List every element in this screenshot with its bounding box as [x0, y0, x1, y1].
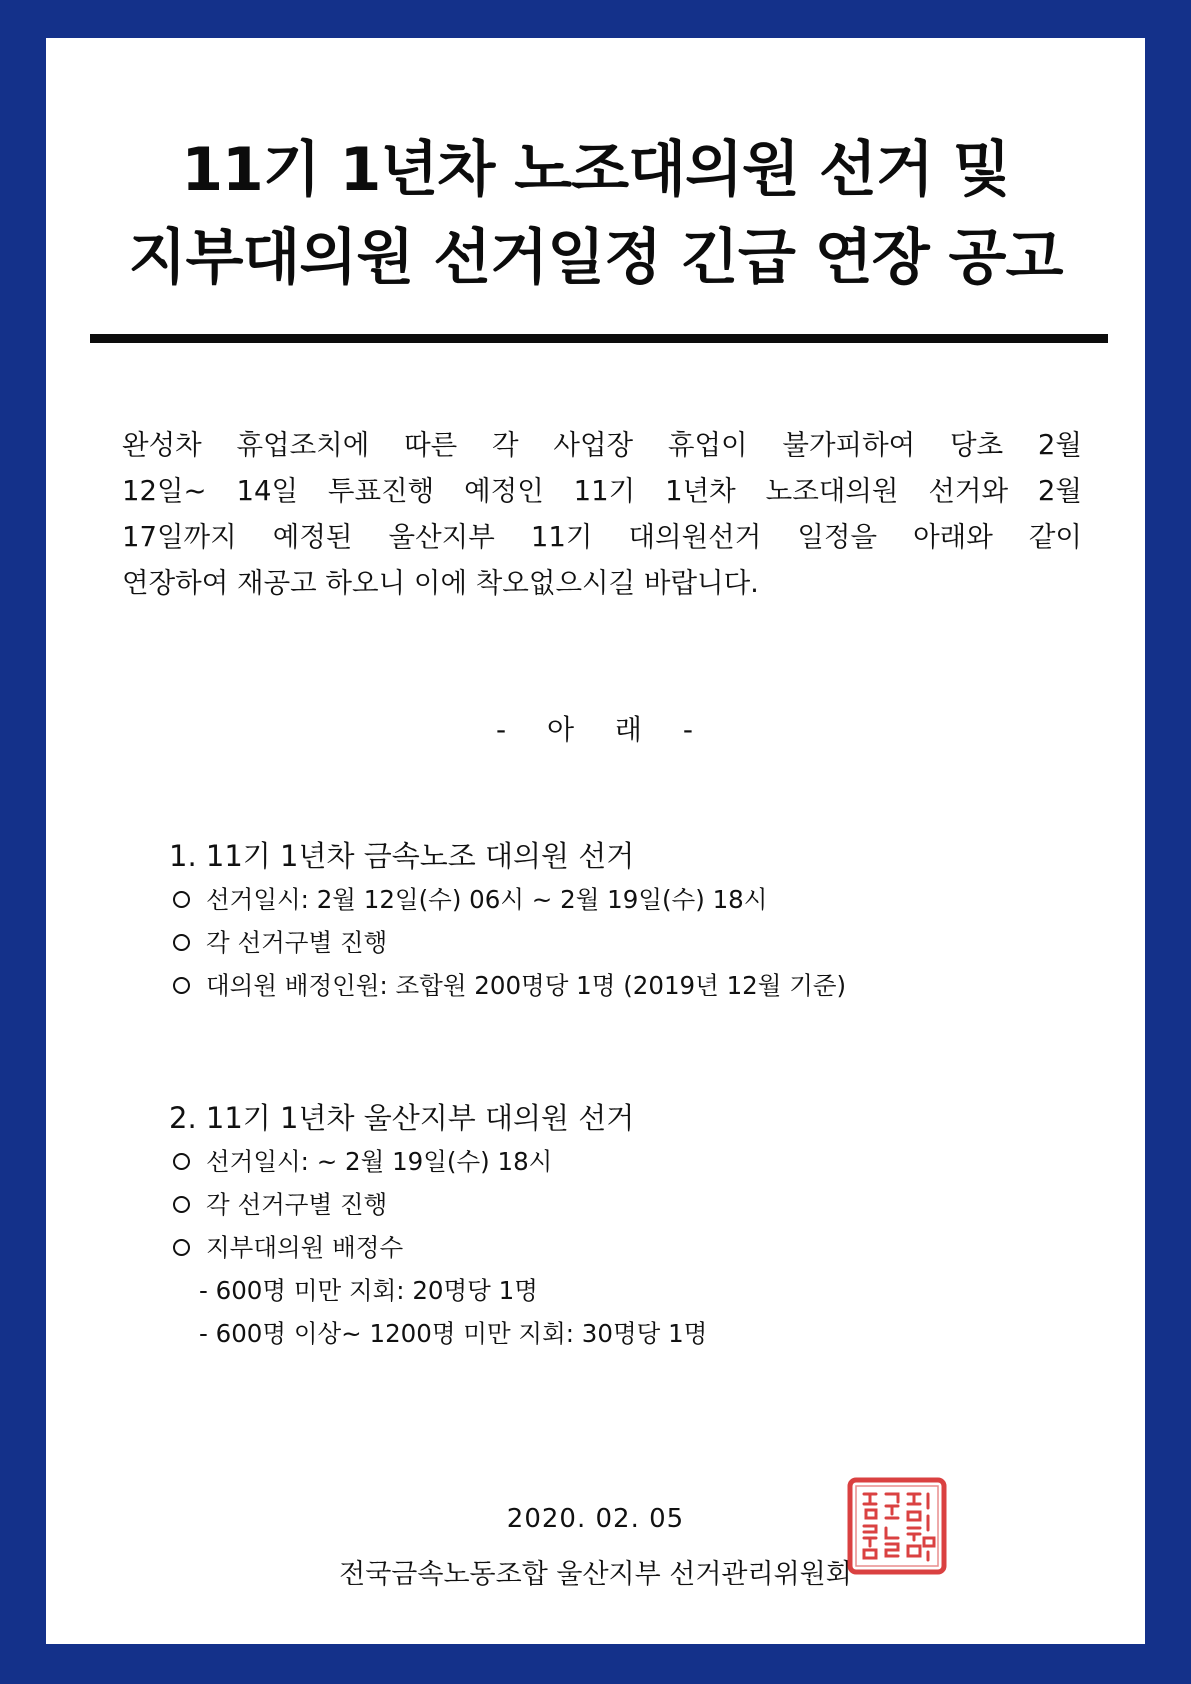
bullet-icon [173, 934, 190, 951]
section-1-item: 선거일시: 2월 12일(수) 06시 ~ 2월 19일(수) 18시 [169, 878, 846, 921]
title-line-1: 11기 1년차 노조대의원 선거 및 [181, 135, 1010, 205]
notice-heading: - 아 래 - [495, 713, 695, 746]
notice-page [46, 38, 1145, 1644]
section-2-item: 선거일시: ~ 2월 19일(수) 18시 [169, 1140, 707, 1183]
intro-line: 연장하여 재공고 하오니 이에 착오없으시길 바랍니다. [122, 567, 759, 599]
bullet-icon [173, 891, 190, 908]
issuing-organization: 전국금속노동조합 울산지부 선거관리위원회 [339, 1559, 852, 1590]
section-2 [169, 1098, 707, 1355]
section-1-title: 1. 11기 1년차 금속노조 대의원 선거 [169, 839, 635, 873]
bullet-icon [173, 1196, 190, 1213]
intro-line: 완성차 휴업조치에 따른 각 사업장 휴업이 불가피하여 당초 2월 [122, 429, 1082, 461]
bullet-icon [173, 1153, 190, 1170]
intro-paragraph [122, 422, 1082, 606]
section-2-item: 지부대의원 배정수 [169, 1226, 707, 1269]
notice-title [46, 126, 1145, 302]
intro-line: 12일~ 14일 투표진행 예정인 11기 1년차 노조대의원 선거와 2월 [122, 475, 1082, 507]
official-seal-icon [846, 1476, 948, 1576]
notice-date: 2020. 02. 05 [506, 1504, 685, 1534]
title-line-2: 지부대의원 선거일정 긴급 연장 공고 [128, 223, 1063, 293]
section-2-subitem: - 600명 이상~ 1200명 미만 지회: 30명당 1명 [199, 1319, 708, 1348]
section-1-item: 대의원 배정인원: 조합원 200명당 1명 (2019년 12월 기준) [169, 964, 846, 1007]
bullet-icon [173, 977, 190, 994]
section-2-title: 2. 11기 1년차 울산지부 대의원 선거 [169, 1101, 635, 1135]
section-2-subitem: - 600명 미만 지회: 20명당 1명 [199, 1276, 538, 1305]
intro-line: 17일까지 예정된 울산지부 11기 대의원선거 일정을 아래와 같이 [122, 521, 1082, 553]
bullet-icon [173, 1239, 190, 1256]
section-1 [169, 836, 846, 1007]
section-2-item: 각 선거구별 진행 [169, 1183, 707, 1226]
title-divider [90, 334, 1108, 343]
section-1-item: 각 선거구별 진행 [169, 921, 846, 964]
